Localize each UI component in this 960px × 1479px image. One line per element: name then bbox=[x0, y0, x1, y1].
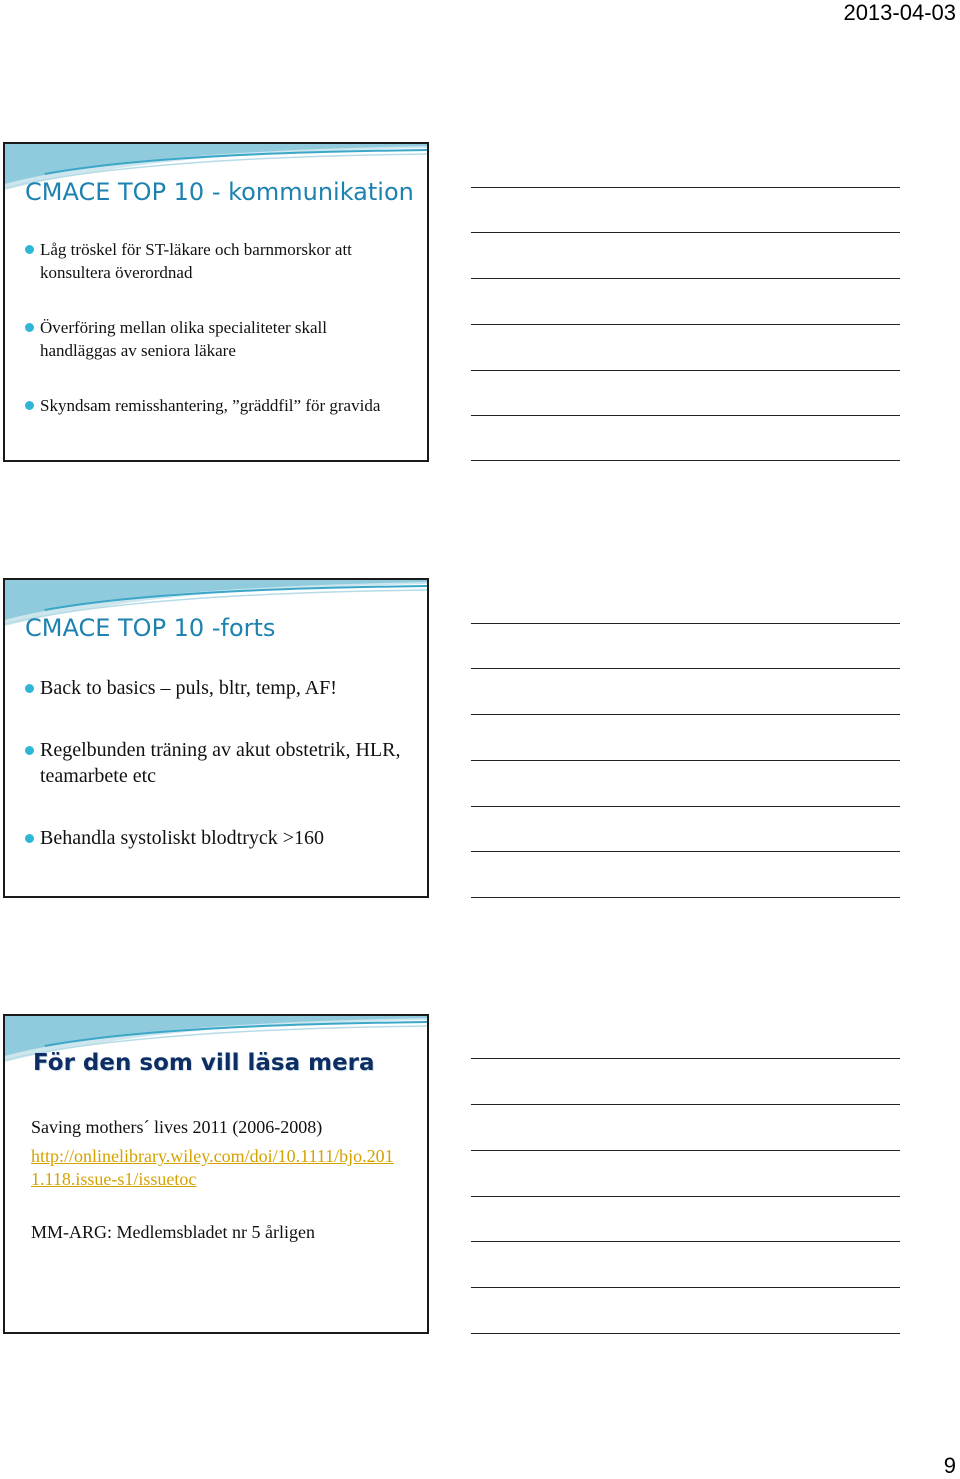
slide-2 bbox=[3, 578, 429, 898]
note-line bbox=[471, 1058, 900, 1059]
note-line bbox=[471, 1241, 900, 1242]
reference-link[interactable]: http://onlinelibrary.wiley.com/doi/10.1111/bjo.2011.118.issue-s1/issuetoc bbox=[31, 1146, 394, 1189]
slide-title: För den som vill läsa mera bbox=[33, 1050, 375, 1076]
note-line bbox=[471, 415, 900, 416]
reference-text: MM-ARG: Medlemsbladet nr 5 årligen bbox=[31, 1222, 315, 1242]
note-line bbox=[471, 668, 900, 669]
bullet-item: Överföring mellan olika specialiteter skall handläggas av seniora läkare bbox=[25, 316, 407, 362]
slide-title: CMACE TOP 10 - kommunikation bbox=[25, 178, 414, 206]
bullet-item: Back to basics – puls, bltr, temp, AF! bbox=[25, 675, 407, 701]
note-line bbox=[471, 851, 900, 852]
slide-1 bbox=[3, 142, 429, 462]
bullet-list bbox=[25, 675, 407, 887]
note-line bbox=[471, 760, 900, 761]
note-line bbox=[471, 370, 900, 371]
bullet-item: Skyndsam remisshantering, ”gräddfil” för gravida bbox=[25, 394, 407, 417]
print-date: 2013-04-03 bbox=[843, 0, 956, 25]
bullet-list bbox=[25, 238, 407, 449]
bullet-item: Regelbunden träning av akut obstetrik, HLR, teamarbete etc bbox=[25, 737, 407, 789]
note-line bbox=[471, 278, 900, 279]
page-number: 9 bbox=[943, 1453, 956, 1478]
note-line bbox=[471, 623, 900, 624]
note-line bbox=[471, 187, 900, 188]
slide-3 bbox=[3, 1014, 429, 1334]
note-line bbox=[471, 1150, 900, 1151]
note-line bbox=[471, 1104, 900, 1105]
bullet-item: Låg tröskel för ST-läkare och barnmorskor att konsultera överordnad bbox=[25, 238, 407, 284]
bullet-item: Behandla systoliskt blodtryck >160 bbox=[25, 825, 407, 851]
note-line bbox=[471, 1287, 900, 1288]
note-line bbox=[471, 806, 900, 807]
slide-title: CMACE TOP 10 -forts bbox=[25, 614, 276, 642]
note-line bbox=[471, 232, 900, 233]
note-line bbox=[471, 460, 900, 461]
note-line bbox=[471, 897, 900, 898]
note-line bbox=[471, 1333, 900, 1334]
note-line bbox=[471, 324, 900, 325]
reference-text: Saving mothers´ lives 2011 (2006-2008) bbox=[31, 1117, 323, 1137]
note-line bbox=[471, 1196, 900, 1197]
note-line bbox=[471, 714, 900, 715]
